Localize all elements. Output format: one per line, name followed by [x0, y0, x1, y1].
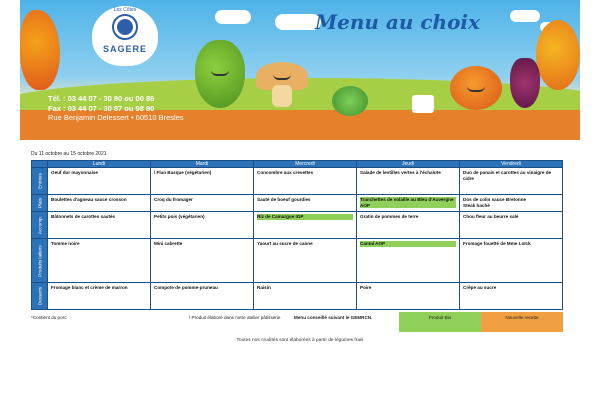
menu-cell: Croq du fromager: [151, 195, 254, 212]
menu-cell: \ Flan Basque (végétarien): [151, 168, 254, 195]
bio-highlight: Tranchettes de volaille au Bleu d'Auvergne AOP: [360, 197, 456, 208]
fax-number: Fax : 03 44 07 - 30 87 ou 98 80: [48, 103, 155, 113]
logo-top-text: Les Côtes: [113, 7, 137, 13]
menu-table: [31, 160, 563, 310]
logo-chef-icon: [117, 19, 133, 35]
menu-cell: Gratin de pommes de terre: [357, 212, 460, 239]
date-range: Du 11 octobre au 15 octobre 2021: [31, 151, 107, 157]
menu-cell: Boulettes d'agneau sauce crosson: [48, 195, 151, 212]
mushroom-stem-icon: [272, 85, 292, 107]
footer-note: Toutes nos crudités sont élaborées à partir de légumes frais: [236, 338, 364, 343]
row-label: Entrées: [32, 168, 48, 195]
tractor-icon: [412, 95, 434, 113]
table-row: [32, 212, 563, 239]
pumpkin-icon: [450, 66, 502, 110]
menu-cell: Poire: [357, 283, 460, 310]
menu-cell: Oeuf dur mayonnaise: [48, 168, 151, 195]
grapes-icon: [510, 58, 540, 108]
autumn-tree-icon: [20, 10, 60, 90]
logo: [92, 6, 158, 66]
page-title: Menu au choix: [315, 10, 480, 34]
menu-cell: [254, 212, 357, 239]
day-header: Mardi: [151, 161, 254, 168]
cloud-icon: [510, 10, 540, 22]
table-row: [32, 283, 563, 310]
header-row: [32, 161, 563, 168]
menu-cell: Mini cabrette: [151, 239, 254, 283]
bio-highlight: Cantal AOP: [360, 241, 456, 247]
menu-cell: Fromage fouetté de Mme Loïck: [460, 239, 563, 283]
cabbage-icon: [332, 86, 368, 116]
menu-cell: Concombre aux crevettes: [254, 168, 357, 195]
corner-cell: [32, 161, 48, 168]
menu-cell: Yaourt au sucre de canne: [254, 239, 357, 283]
day-header: Jeudi: [357, 161, 460, 168]
row-label: Produits laitiers: [32, 239, 48, 283]
phone-number: Tél. : 03 44 07 - 30 80 ou 00 86: [48, 94, 155, 103]
table-row: [32, 239, 563, 283]
menu-cell: [357, 239, 460, 283]
day-header: Vendredi: [460, 161, 563, 168]
menu-cell: Duo de panais et carottes au vinaigre de cidre: [460, 168, 563, 195]
menu-cell: Petits pois (végétarien): [151, 212, 254, 239]
row-label: Desserts: [32, 283, 48, 310]
address: Rue Benjamin Delessert • 60510 Bresles: [48, 113, 184, 122]
menu-cell: Salade de lentilles vertes à l'échalote: [357, 168, 460, 195]
banner-illustration: [20, 0, 580, 140]
legend: [31, 312, 563, 332]
day-header: Lundi: [48, 161, 151, 168]
bio-highlight: Riz de Camargue IGP: [257, 214, 353, 220]
table-row: [32, 168, 563, 195]
menu-cell: Fromage blanc et crème de marron: [48, 283, 151, 310]
table-row: [32, 195, 563, 212]
legend-bio: Produit Bio: [399, 312, 481, 332]
menu-cell: Raisin: [254, 283, 357, 310]
menu-cell: Dos de colin sauce Bretonne Steak haché: [460, 195, 563, 212]
menu-cell: Compote de pomme-pruneau: [151, 283, 254, 310]
logo-name: SAGERE: [102, 44, 147, 54]
legend-pork-note: *Contient du porc: [31, 315, 67, 320]
legend-recette: Nouvelle recette: [481, 312, 563, 332]
row-label: Accomp.: [32, 212, 48, 239]
day-header: Mercredi: [254, 161, 357, 168]
cloud-icon: [215, 10, 251, 24]
contact-info: [48, 94, 184, 123]
row-label: Plats: [32, 195, 48, 212]
pear-icon: [195, 40, 245, 108]
menu-cell: Tomme noire: [48, 239, 151, 283]
menu-cell: [357, 195, 460, 212]
menu-cell: Bâtonnets de carottes sautés: [48, 212, 151, 239]
legend-gemrcn-note: Menu conseillé suivant le GEMRCN.: [294, 315, 373, 320]
legend-pastry-note: \ Produit élaboré dans notre atelier pâtisserie: [189, 315, 281, 320]
menu-cell: Crêpe au sucre: [460, 283, 563, 310]
menu-cell: Chou fleur au beurre salé: [460, 212, 563, 239]
autumn-tree-icon: [536, 20, 580, 90]
menu-cell: Sauté de boeuf gourdies: [254, 195, 357, 212]
